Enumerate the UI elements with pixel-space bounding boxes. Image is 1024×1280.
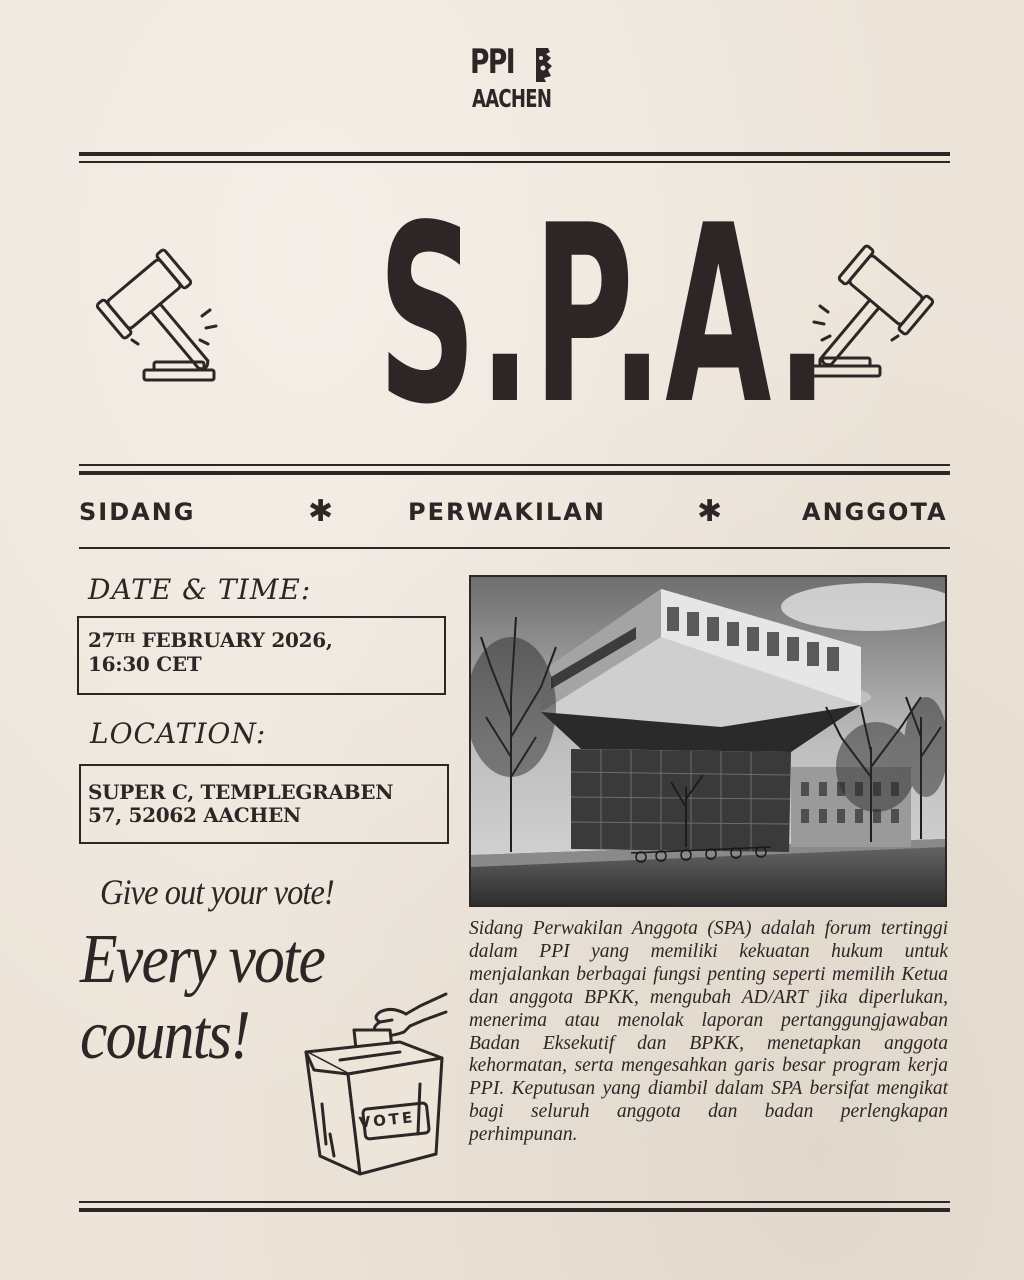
- location-label: LOCATION:: [90, 717, 267, 750]
- date-day: 27: [88, 628, 116, 652]
- date-label: DATE & TIME:: [88, 573, 312, 606]
- logo-line1: PPI: [470, 42, 515, 82]
- bottom-rule-thin: [79, 1201, 950, 1203]
- main-title: S.P.A.: [377, 173, 831, 458]
- cta-give-vote: Give out your vote!: [100, 872, 334, 912]
- gavel-icon-left: [74, 244, 224, 386]
- time-value: 16:30 CET: [88, 652, 202, 676]
- building-photo: [469, 575, 947, 907]
- date-rest: FEBRUARY 2026,: [134, 628, 333, 652]
- top-rule-thick: [79, 152, 950, 156]
- subtitle-separator-1: ✱: [308, 494, 334, 529]
- location-line2: 57, 52062 AACHEN: [88, 803, 301, 827]
- bottom-rule-thick: [79, 1208, 950, 1212]
- title-rule-thick: [79, 471, 950, 475]
- spa-description: Sidang Perwakilan Anggota (SPA) adalah forum tertinggi dalam PPI yang memiliki kekuatan hukum untuk menjalankan berbagai fungsi penting seperti memilih Ketua dan anggota BPKK, mengubah AD/ART jika diperlukan, menerima atau menolak laporan pertanggungjawaban Badan Eksekutif dan BPKK, menetapkan anggota kehormatan, serta mengesahkan garis besar program kerja PPI. Keputusan yang diambil dalam SPA bersifat mengikat bagi seluruh anggota dan badan perlengkapan perhimpunan.: [469, 918, 948, 1146]
- super-c-building-image: [471, 577, 945, 905]
- date-suffix: TH: [115, 631, 135, 645]
- cta-every-vote: Every vote: [80, 921, 325, 998]
- ballot-label: VOTE: [358, 1108, 417, 1132]
- ppi-aachen-logo: [470, 42, 560, 120]
- subtitle-word-anggota: ANGGOTA: [802, 498, 948, 526]
- location-line1: SUPER C, TEMPLEGRABEN: [88, 780, 394, 804]
- ballot-box-icon: [300, 984, 450, 1180]
- cta-counts: counts!: [80, 997, 250, 1074]
- top-rule-thin: [79, 161, 950, 163]
- subtitle-rule: [79, 547, 950, 549]
- logo-line2: AACHEN: [472, 84, 552, 113]
- subtitle-word-sidang: SIDANG: [79, 498, 196, 526]
- title-rule-thin: [79, 464, 950, 466]
- subtitle-separator-2: ✱: [697, 494, 723, 529]
- date-value: [88, 628, 333, 652]
- subtitle-word-perwakilan: PERWAKILAN: [408, 498, 606, 526]
- logo-emblem-icon: [532, 46, 554, 84]
